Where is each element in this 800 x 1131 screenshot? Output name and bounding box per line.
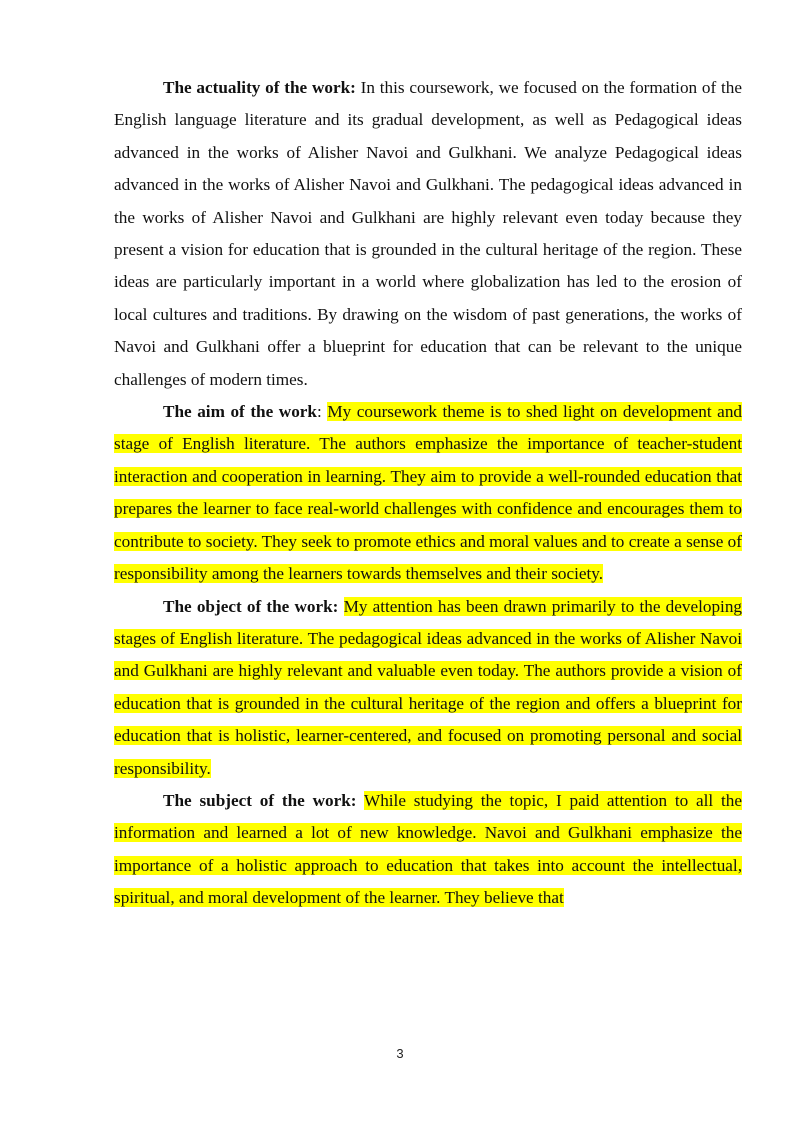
paragraph-object (114, 591, 742, 785)
paragraph-text: In this coursework, we focused on the formation of the English language literature and its gradual development, as well as Pedagogical ideas advanced in the works of Alisher Navoi and Gulkhani. We analyze Pedagogical ideas advanced in the works of Alisher Navoi and Gulkhani. The pedagogical ideas advanced in the works of Alisher Navoi and Gulkhani are highly relevant even today because they present a vision for education that is grounded in the cultural heritage of the region. These ideas are particularly important in a world where globalization has led to the erosion of local cultures and traditions. By drawing on the wisdom of past generations, the works of Navoi and Gulkhani offer a blueprint for education that can be relevant to the unique challenges of modern times. (114, 78, 742, 389)
paragraph-text (356, 791, 363, 810)
paragraph-heading: The object of the work: (163, 596, 339, 616)
paragraph-text: : (316, 402, 328, 422)
page-number: 3 (396, 1046, 404, 1061)
paragraph-heading: The actuality of the work: (163, 78, 356, 97)
highlighted-text: My coursework theme is to shed light on development and stage of English literature. The authors emphasize the importance of teacher-student interaction and cooperation in learning. They aim to provide a well-rounded education that prepares the learner to face real-world challenges with confidence and encourages them to contribute to society. They seek to promote ethics and moral values and to create a sense of responsibility among the learners towards themselves and their society. (114, 402, 743, 584)
highlighted-text: My attention has been drawn primarily to the developing stages of English literature. The pedagogical ideas advanced in the works of Alisher Navoi and Gulkhani are highly relevant and valuable even today. The authors provide a vision of education that is grounded in the cultural heritage of the region and offers a blueprint for education that is holistic, learner-centered, and focused on promoting personal and social responsibility. (114, 596, 743, 778)
page-body (114, 72, 742, 915)
paragraph-text (338, 597, 343, 616)
highlighted-text: While studying the topic, I paid attention to all the information and learned a lot of new knowledge. Navoi and Gulkhani emphasize the importance of a holistic approach to education that takes into account the intellectual, spiritual, and moral development of the learner. They believe that (114, 790, 742, 908)
paragraph-heading: The aim of the work (163, 402, 317, 422)
paragraph-aim (114, 396, 742, 590)
paragraph-subject (114, 785, 742, 915)
paragraph-actuality (114, 72, 742, 396)
paragraph-heading: The subject of the work: (163, 790, 357, 810)
